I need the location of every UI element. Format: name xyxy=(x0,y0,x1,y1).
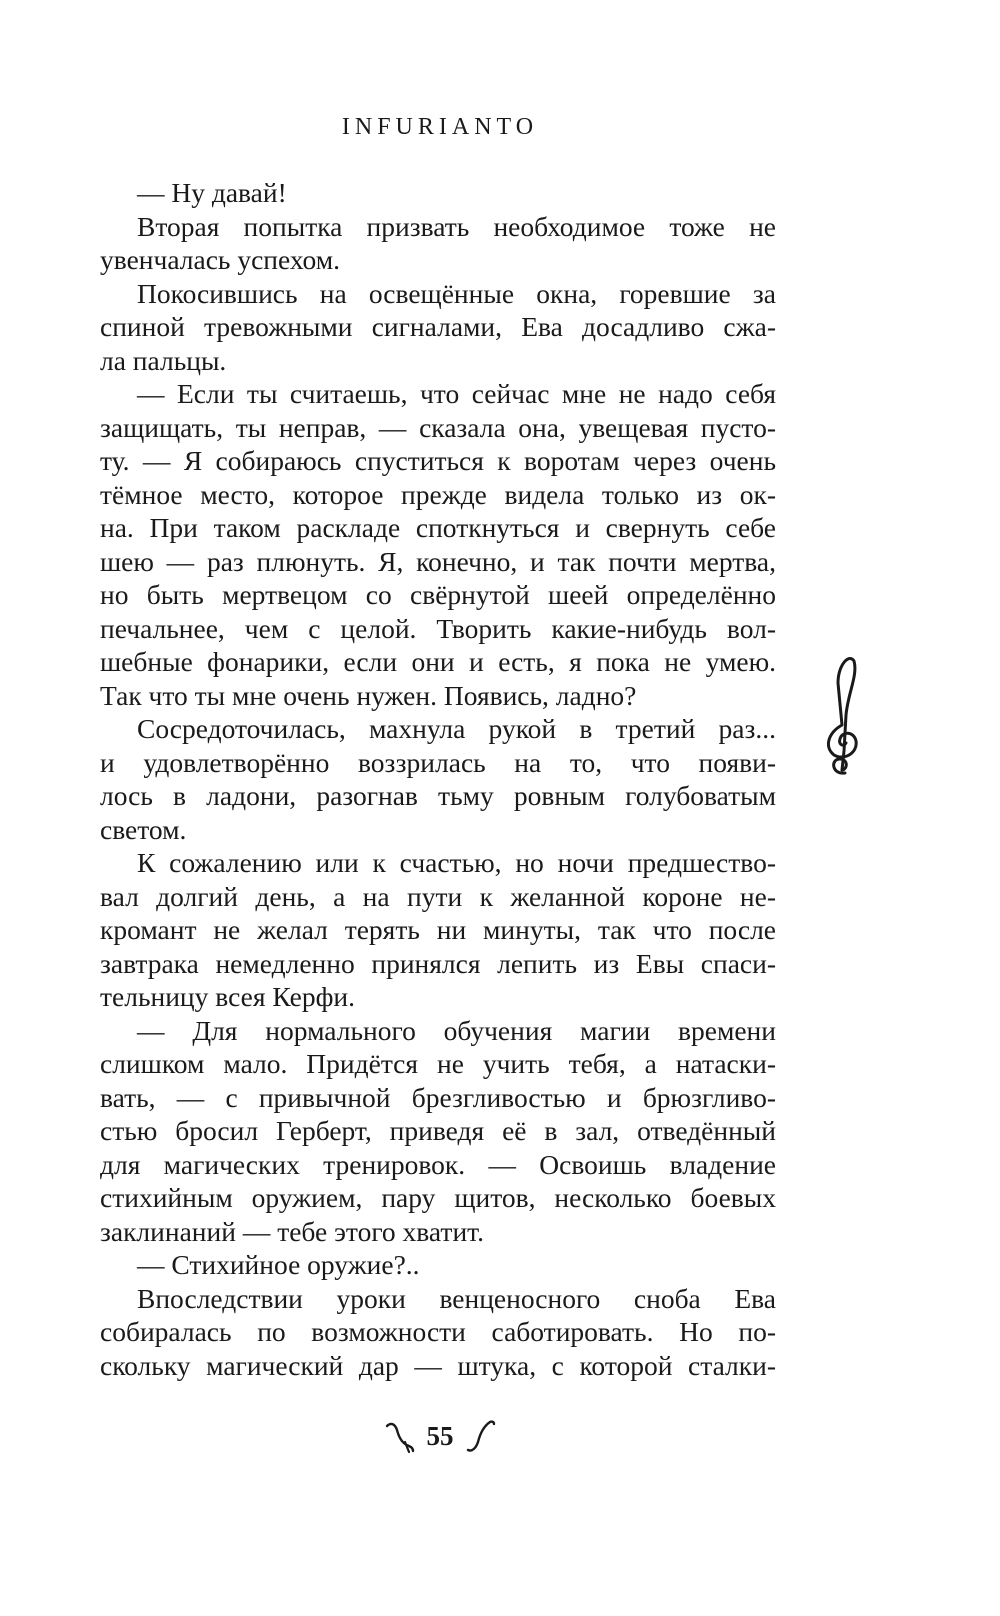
text-line: тёмное место, которое прежде видела только из ок- xyxy=(100,478,776,510)
treble-clef-icon xyxy=(818,655,866,779)
text-line: но быть мертвецом со свёрнутой шеей определённо xyxy=(100,579,776,610)
text-line: стихийным оружием, пару щитов, несколько боевых xyxy=(100,1182,776,1213)
text-line: Вторая попытка призвать необходимое тоже не xyxy=(137,210,776,242)
text-line: собиралась по возможности саботировать. Но по- xyxy=(100,1316,776,1347)
text-line: увенчалась успехом. xyxy=(100,244,341,275)
text-line: ла пальцы. xyxy=(100,344,227,376)
text-line: Впоследствии уроки венценосного сноба Ева xyxy=(137,1282,776,1314)
text-line: защищать, ты неправ, — сказала она, увещевая пусто- xyxy=(100,411,776,443)
text-line: Сосредоточилась, махнула рукой в третий раз... xyxy=(137,713,776,744)
text-line: печальнее, чем с целой. Творить какие-нибудь вол- xyxy=(100,612,776,644)
text-line: — Для нормального обучения магии времени xyxy=(137,1014,776,1046)
text-line: шею — раз плюнуть. Я, конечно, и так почти мертва, xyxy=(100,545,776,577)
page-footer xyxy=(0,1418,880,1454)
text-line: Так что ты мне очень нужен. Появись, ладно? xyxy=(100,679,637,711)
text-line: ту. — Я собираюсь спуститься к воротам через очень xyxy=(100,445,776,476)
text-line: завтрака немедленно принялся лепить из Евы спаси- xyxy=(100,947,776,979)
text-line: заклинаний — тебе этого хватит. xyxy=(100,1215,484,1247)
running-title: INFURIANTO xyxy=(341,114,539,140)
text-line: К сожалению или к счастью, но ночи предшество- xyxy=(137,847,776,878)
text-line: вал долгий день, а на пути к желанной короне не- xyxy=(100,880,776,912)
text-line: лось в ладони, разогнав тьму ровным голубоватым xyxy=(100,780,776,811)
text-line: и удовлетворённо воззрилась на то, что появи- xyxy=(100,746,776,778)
text-line: на. При таком раскладе споткнуться и свернуть себе xyxy=(100,512,776,543)
text-line: светом. xyxy=(100,813,187,845)
text-line: спиной тревожными сигналами, Ева досадливо сжа- xyxy=(100,311,776,342)
right-flourish-icon xyxy=(466,1418,496,1454)
text-line: тельницу всея Керфи. xyxy=(100,981,356,1012)
text-line: — Ну давай! xyxy=(137,177,287,208)
text-line: скольку магический дар — штука, с которой сталки- xyxy=(100,1349,776,1381)
body-text xyxy=(100,176,776,1382)
text-line: слишком мало. Придётся не учить тебя, а натаски- xyxy=(100,1048,776,1079)
left-flourish-icon xyxy=(385,1418,415,1454)
page-number: 55 xyxy=(426,1420,454,1451)
text-line: кромант не желал терять ни минуты, так что после xyxy=(100,914,776,945)
text-line: — Если ты считаешь, что сейчас мне не надо себя xyxy=(137,378,776,409)
text-line: для магических тренировок. — Освоишь владение xyxy=(100,1148,776,1180)
text-line: шебные фонарики, если они и есть, я пока не умею. xyxy=(100,646,776,677)
text-line: стью бросил Герберт, приведя её в зал, отведённый xyxy=(100,1115,776,1146)
text-line: — Стихийное оружие?.. xyxy=(137,1249,420,1280)
text-line: вать, — с привычной брезгливостью и брюзгливо- xyxy=(100,1081,776,1113)
text-line: Покосившись на освещённые окна, горевшие за xyxy=(137,277,776,309)
